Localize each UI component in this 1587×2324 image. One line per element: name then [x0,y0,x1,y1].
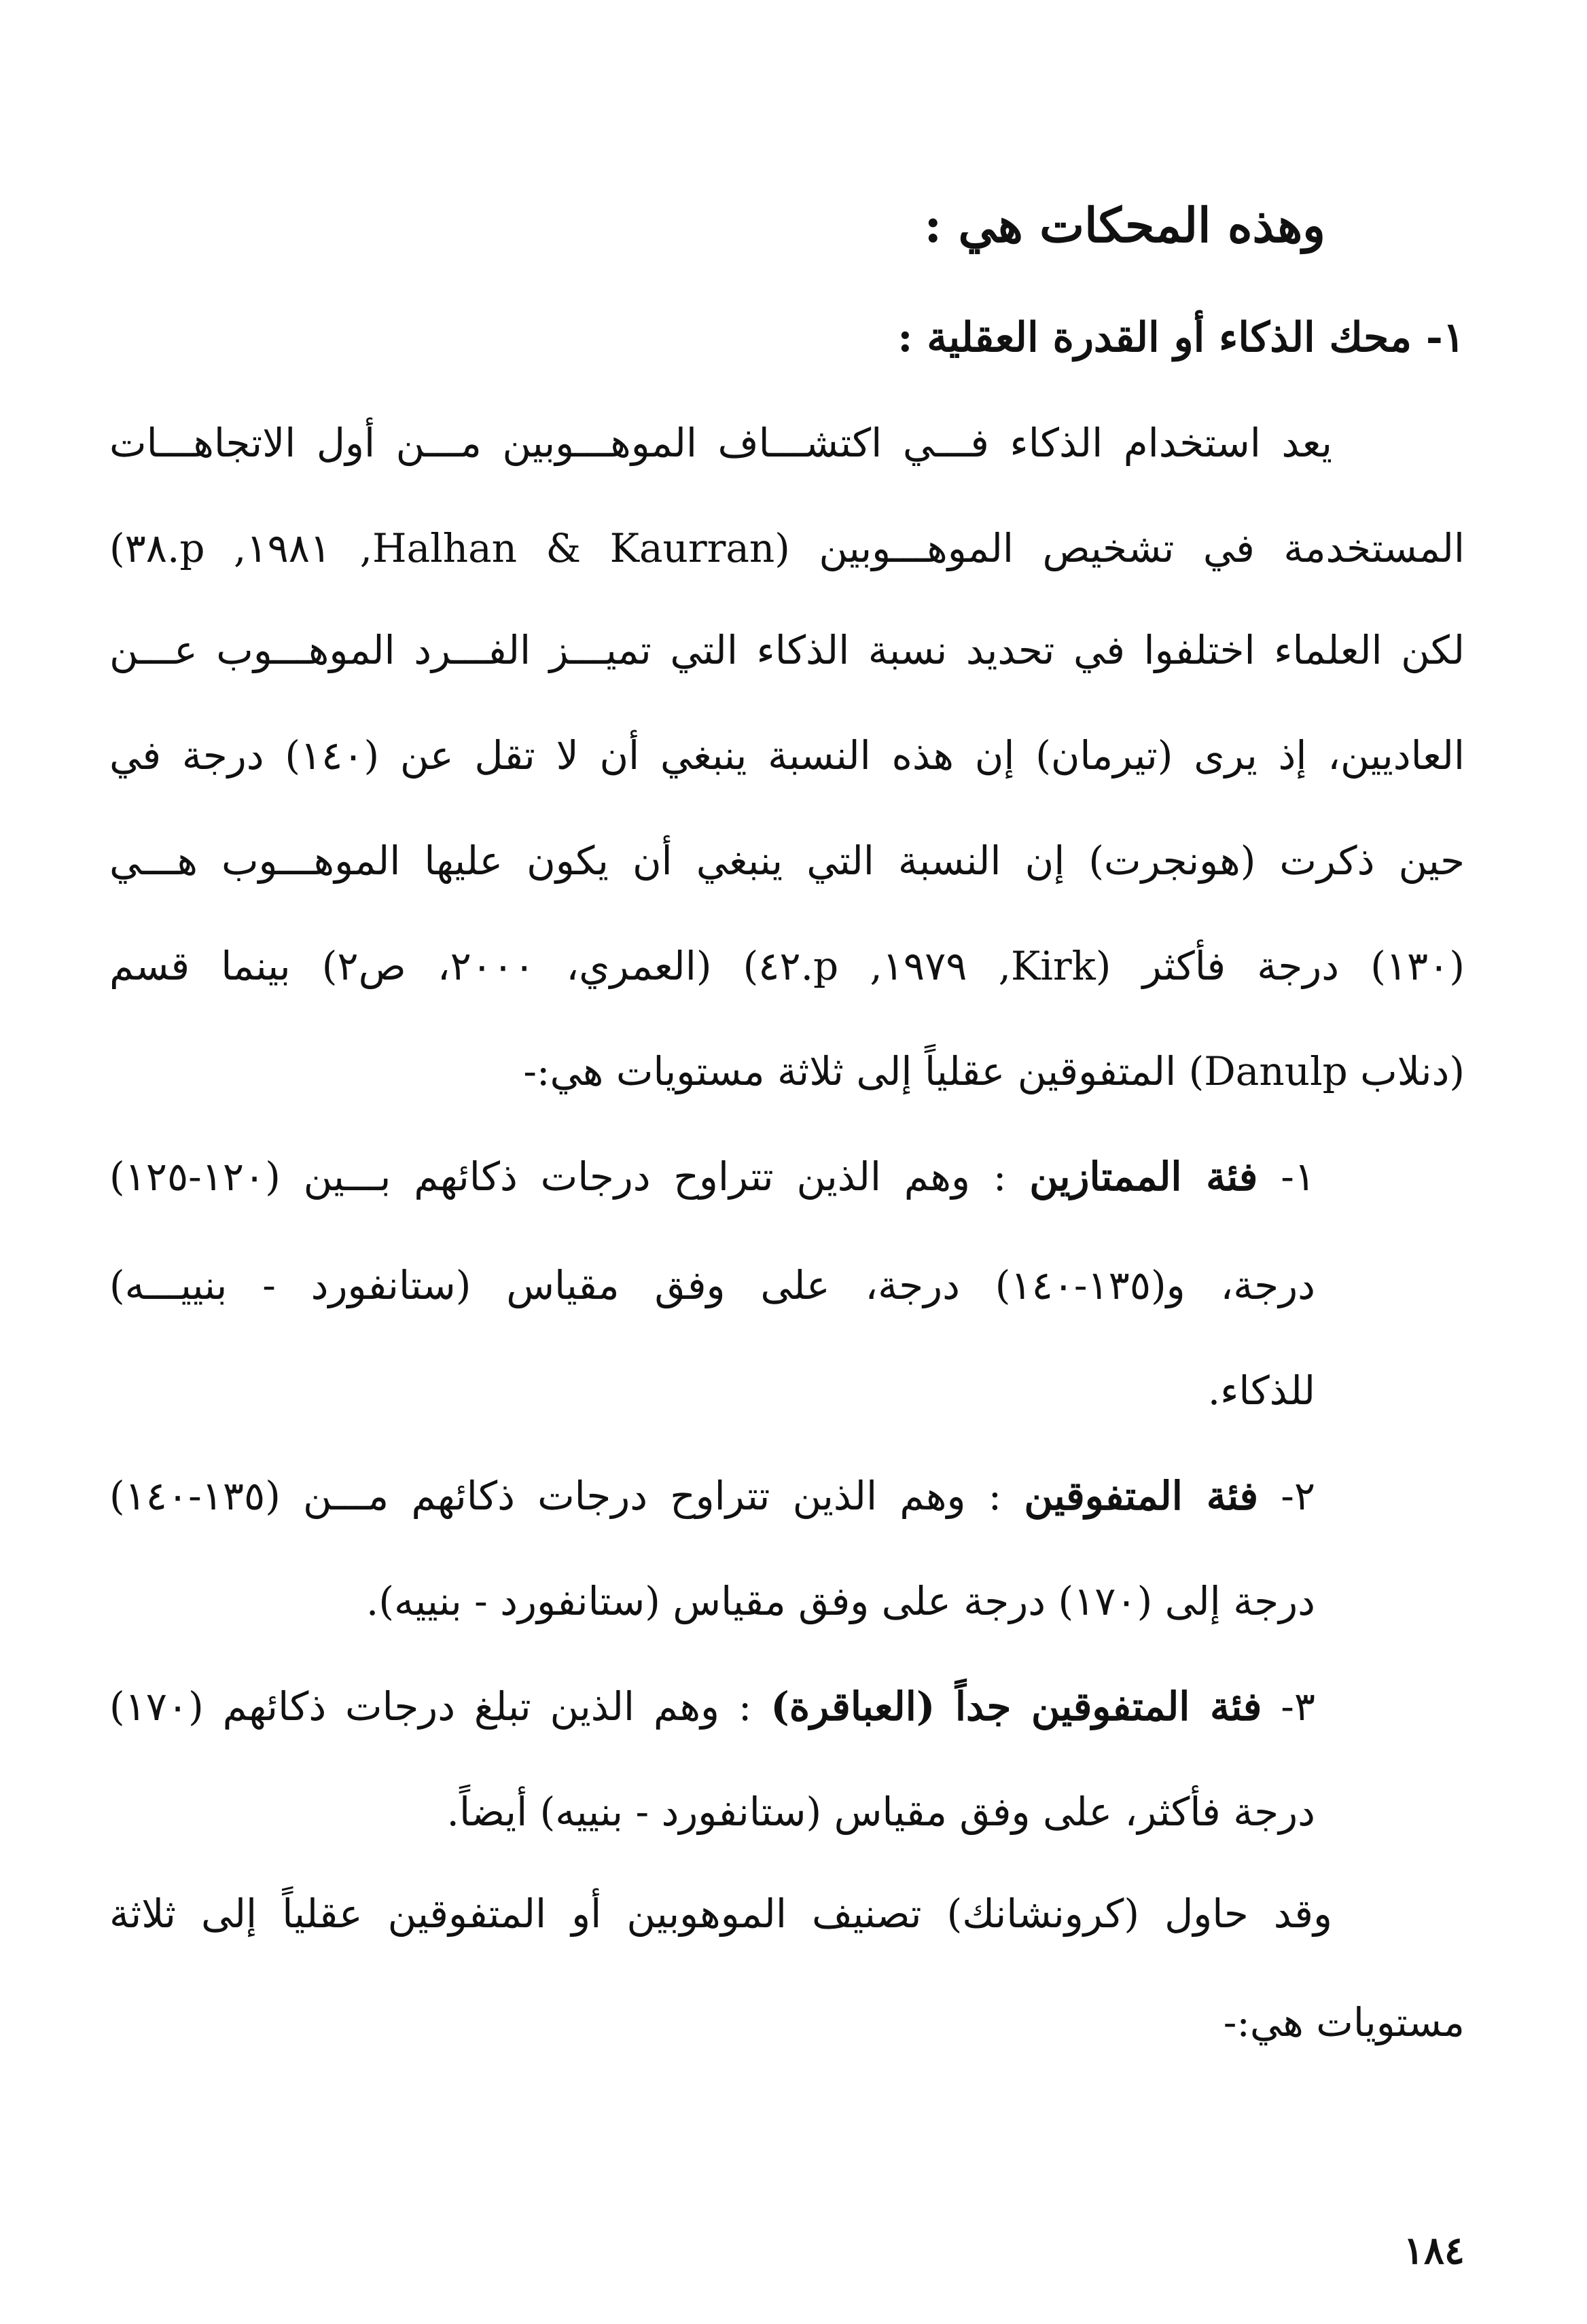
list-item-1 [109,1148,1315,1205]
list-item-text: : وهم الذين تتراوح درجات ذكائهم مـــن (١٣٥-١٤٠) [109,1473,1024,1519]
paragraph-line: (دنلاب Danulp) المتفوقين عقلياً إلى ثلاثة مستويات هي:- [523,1048,1465,1094]
paragraph-line: مستويات هي:- [1223,1999,1465,2045]
list-item-line: درجة فأكثر، على وفق مقياس (ستانفورد - بنييه) أيضاً. [446,1789,1315,1835]
list-item-line: للذكاء. [1207,1367,1315,1414]
paragraph-line: يعد استخدام الذكاء فـــي اكتشـــاف الموهـــوبين مـــن أول الاتجاهـــات [109,420,1332,466]
page-heading: وهذه المحكات هي : [924,197,1325,253]
list-item-text: : وهم الذين تتراوح درجات ذكائهم بـــين (١٢٠-١٢٥) [109,1154,1030,1200]
paragraph-line: المستخدمة في تشخيص الموهـــوبين (Halhan & Kaurran, ١٩٨١, p.٣٨) [109,525,1465,571]
page-number: ١٨٤ [1403,2228,1465,2273]
list-number: ٢- [1258,1473,1315,1519]
list-item-title: فئة المتفوقين جداً (العباقرة) [770,1683,1262,1730]
list-item-text: : وهم الذين تبلغ درجات ذكائهم (١٧٠) [109,1683,771,1730]
paragraph-line: العاديين، إذ يرى (تيرمان) إن هذه النسبة ينبغي أن لا تقل عن (١٤٠) درجة في [109,732,1465,779]
list-item-title: فئة المتفوقين [1024,1473,1259,1519]
list-item-2 [109,1467,1315,1524]
section-heading: ١- محك الذكاء أو القدرة العقلية : [897,314,1465,361]
list-item-title: فئة الممتازين [1029,1154,1258,1200]
list-number: ٣- [1262,1683,1315,1730]
paragraph-line: وقد حاول (كرونشانك) تصنيف الموهوبين أو المتفوقين عقلياً إلى ثلاثة [109,1891,1332,1937]
paragraph-line: لكن العلماء اختلفوا في تحديد نسبة الذكاء التي تميـــز الفـــرد الموهـــوب عـــن [109,627,1465,673]
list-item-3 [109,1678,1315,1735]
list-item-line: درجة، و(١٣٥-١٤٠) درجة، على وفق مقياس (ستانفورد - بنييـــه) [109,1262,1315,1308]
list-number: ١- [1258,1154,1315,1200]
list-item-line: درجة إلى (١٧٠) درجة على وفق مقياس (ستانفورد - بنييه). [365,1578,1315,1624]
paragraph-line: (١٣٠) درجة فأكثر (Kirk, ١٩٧٩, p.٤٢) (العمري، ٢٠٠٠، ص٢) بينما قسم [109,943,1465,989]
paragraph-line: حين ذكرت (هونجرت) إن النسبة التي ينبغي أن يكون عليها الموهـــوب هـــي [109,838,1465,884]
